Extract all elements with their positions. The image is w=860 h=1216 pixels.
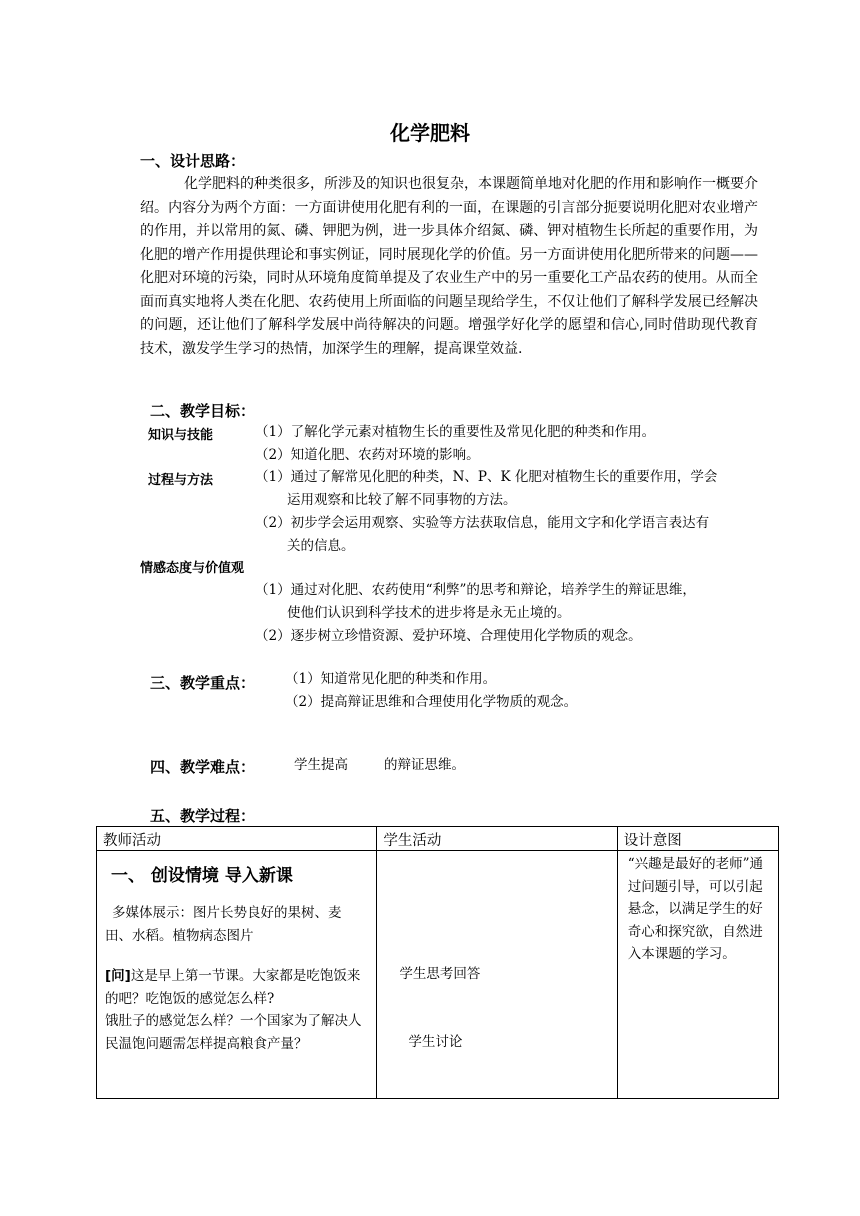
emotion-label: 情感态度与价值观 <box>140 561 245 576</box>
knowledge-item-1: （1）了解化学元素对植物生长的重要性及常见化肥的种类和作用。 <box>255 424 656 440</box>
section5-heading: 五、教学过程： <box>150 807 256 825</box>
question-tag: [问] <box>105 968 131 984</box>
student-answer: 学生思考回答 <box>399 966 481 982</box>
teacher-question <box>105 965 368 1010</box>
difficulty-text-a: 学生提高 <box>294 757 348 773</box>
header-intent: 设计意图 <box>617 827 778 851</box>
design-intent-cell: “兴趣是最好的老师”通过问题引导，可以引起悬念，以满足学生的好奇心和探究欲，自然进入本课题的学习。 <box>617 851 778 1099</box>
key-point-1: （1）知道常见化肥的种类和作用。 <box>285 671 497 687</box>
table-header-row <box>97 827 779 851</box>
key-point-2: （2）提高辩证思维和合理使用化学物质的观念。 <box>285 694 578 710</box>
knowledge-item-2: （2）知道化肥、农药对环境的影响。 <box>255 447 480 463</box>
knowledge-items <box>255 421 775 467</box>
process-label: 过程与方法 <box>148 473 214 488</box>
emotion-items <box>255 579 775 648</box>
process-item-2-line-1: （2）初步学会运用观察、实验等方法获取信息，能用文字和化学语言表达有 <box>255 515 710 531</box>
process-item-2-line-2: 关的信息。 <box>287 538 355 554</box>
emotion-item-2: （2）逐步树立珍惜资源、爱护环境、合理使用化学物质的观念。 <box>255 628 642 644</box>
section1-heading: 一、设计思路： <box>140 152 246 170</box>
process-items <box>255 466 775 558</box>
process-item-1-line-1: （1）通过了解常见化肥的种类，N、P、K 化肥对植物生长的重要作用，学会 <box>255 469 718 485</box>
student-activity-cell <box>377 851 617 1099</box>
design-idea-paragraph: 化学肥料的种类很多，所涉及的知识也很复杂，本课题简单地对化肥的作用和影响作一概要介绍。内容分为两个方面：一方面讲使用化肥有利的一面，在课题的引言部分扼要说明化肥对农业增产的作用，并以常用的氮、磷、钾肥为例，进一步具体介绍氮、磷、钾对植物生长所起的重要作用，为化肥的增产作用提供理论和事实例证，同时展现化学的价值。另一方面讲使用化肥所带来的问题——化肥对环境的污染，同时从环境角度简单提及了农业生产中的另一重要化工产品农药的使用。从而全面而真实地将人类在化肥、农药使用上所面临的问题呈现给学生，不仅让他们了解科学发展已经解决的问题，还让他们了解科学发展中尚待解决的问题。增强学好化学的愿望和信心,同时借助现代教育技术，激发学生学习的热情，加深学生的理解，提高课堂效益. <box>140 176 758 357</box>
section4-heading: 四、教学难点： <box>150 758 256 776</box>
section2-heading: 二、教学目标： <box>150 402 256 420</box>
header-teacher: 教师活动 <box>97 827 377 851</box>
knowledge-label: 知识与技能 <box>148 428 214 443</box>
teaching-process-table <box>96 826 779 1099</box>
section3-heading: 三、教学重点： <box>150 674 256 692</box>
header-student: 学生活动 <box>377 827 617 851</box>
difficulty-text-b: 的辩证思维。 <box>384 757 465 773</box>
teacher-question-cont: 饿肚子的感觉怎么样？一个国家为了解决人民温饱问题需怎样提高粮食产量？ <box>105 1013 362 1052</box>
student-discuss: 学生讨论 <box>408 1034 463 1050</box>
question-text: 这是早上第一节课。大家都是吃饱饭来的吧？吃饱饭的感觉怎么样? <box>105 968 361 1007</box>
teacher-media: 多媒体展示：图片长势良好的果树、麦田、水稻。植物病态图片 <box>105 905 342 944</box>
teacher-activity-cell <box>97 851 377 1099</box>
teacher-section-title: 一、 创设情境 导入新课 <box>111 866 293 886</box>
emotion-item-1-line-2: 使他们认识到科学技术的进步将是永无止境的。 <box>287 605 571 621</box>
key-points <box>285 668 765 714</box>
process-item-1-line-2: 运用观察和比较了解不同事物的方法。 <box>287 492 517 508</box>
table-row <box>97 851 779 1099</box>
emotion-item-1-line-1: （1）通过对化肥、农药使用“利弊”的思考和辩论，培养学生的辩证思维， <box>255 582 696 598</box>
page-title: 化学肥料 <box>390 121 470 145</box>
